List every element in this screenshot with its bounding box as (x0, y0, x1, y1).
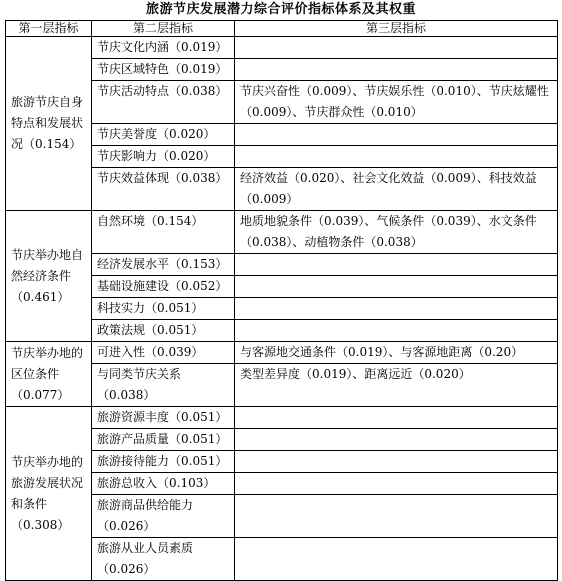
level3-cell (235, 451, 558, 473)
level3-cell (235, 538, 558, 581)
level3-cell: 类型差异度（0.019）、距离远近（0.020） (235, 364, 558, 407)
level3-cell (235, 320, 558, 342)
level2-cell: 旅游从业人员素质（0.026） (92, 538, 235, 581)
level1-cell: 旅游节庆自身特点和发展状况（0.154） (6, 37, 92, 211)
level3-cell (235, 473, 558, 495)
level3-cell (235, 298, 558, 320)
level2-cell: 自然环境（0.154） (92, 211, 235, 254)
header-level2: 第二层指标 (92, 21, 235, 37)
level3-cell: 与客源地交通条件（0.019）、与客源地距离（0.20） (235, 342, 558, 364)
level2-cell: 节庆效益体现（0.038） (92, 168, 235, 211)
level1-cell: 节庆举办地自然经济条件（0.461） (6, 211, 92, 342)
level2-cell: 节庆文化内涵（0.019） (92, 37, 235, 59)
table-title: 旅游节庆发展潜力综合评价指标体系及其权重 (145, 2, 416, 17)
level3-cell: 经济效益（0.020）、社会文化效益（0.009）、科技效益（0.009） (235, 168, 558, 211)
table-row (6, 37, 558, 59)
level3-cell (235, 146, 558, 168)
level2-cell: 节庆区域特色（0.019） (92, 59, 235, 81)
level2-cell: 旅游接待能力（0.051） (92, 451, 235, 473)
level2-cell: 节庆影响力（0.020） (92, 146, 235, 168)
level3-cell (235, 495, 558, 538)
level3-cell (235, 429, 558, 451)
level2-cell: 经济发展水平（0.153） (92, 254, 235, 276)
header-level1: 第一层指标 (6, 21, 92, 37)
table-row (6, 211, 558, 254)
level3-cell (235, 407, 558, 429)
level3-cell (235, 254, 558, 276)
level2-cell: 旅游总收入（0.103） (92, 473, 235, 495)
level3-cell (235, 59, 558, 81)
table-row (6, 407, 558, 429)
level2-cell: 旅游产品质量（0.051） (92, 429, 235, 451)
level3-cell (235, 37, 558, 59)
level3-cell: 地质地貌条件（0.039）、气候条件（0.039）、水文条件（0.038）、动植物条件（0.038） (235, 211, 558, 254)
level2-cell: 旅游商品供给能力（0.026） (92, 495, 235, 538)
level1-cell: 节庆举办地的旅游发展状况和条件（0.308） (6, 407, 92, 581)
level2-cell: 旅游资源丰度（0.051） (92, 407, 235, 429)
level2-cell: 与同类节庆关系（0.038） (92, 364, 235, 407)
table-row (6, 342, 558, 364)
level2-cell: 可进入性（0.039） (92, 342, 235, 364)
level2-cell: 政策法规（0.051） (92, 320, 235, 342)
level3-cell: 节庆兴奋性（0.009）、节庆娱乐性（0.010）、节庆炫耀性（0.009）、节庆群众性（0.010） (235, 81, 558, 124)
level2-cell: 节庆美誉度（0.020） (92, 124, 235, 146)
level1-cell: 节庆举办地的区位条件（0.077） (6, 342, 92, 407)
level2-cell: 基础设施建设（0.052） (92, 276, 235, 298)
header-row (6, 21, 558, 37)
level2-cell: 科技实力（0.051） (92, 298, 235, 320)
level3-cell (235, 124, 558, 146)
indicator-table (5, 20, 558, 581)
level2-cell: 节庆活动特点（0.038） (92, 81, 235, 124)
header-level3: 第三层指标 (235, 21, 558, 37)
level3-cell (235, 276, 558, 298)
